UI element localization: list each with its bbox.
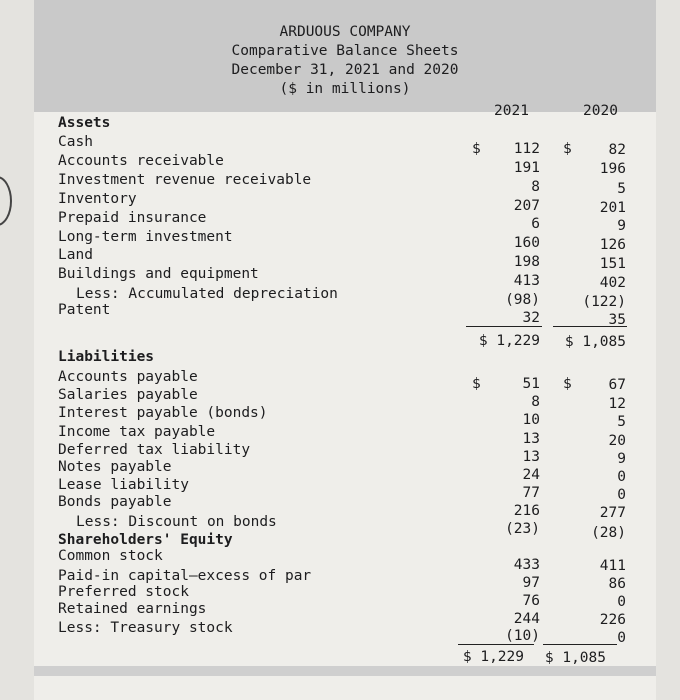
asset-value-2021: 8 [531,179,540,195]
asset-value-2020: 126 [599,237,626,253]
liability-value-2020: 277 [599,505,626,521]
asset-value-2021: (98) [505,292,540,308]
asset-value-2021: 112 [513,141,540,157]
asset-value-2020: 402 [599,275,626,291]
asset-label: Patent [58,302,111,318]
asset-value-2020: (122) [582,294,626,310]
currency-sign: $ [563,141,572,157]
liability-value-2020: 0 [617,487,626,503]
liability-value-2021: 13 [522,431,540,447]
asset-label: Investment revenue receivable [58,172,312,188]
asset-value-2021: 198 [513,254,540,270]
currency-sign: $ [472,141,481,157]
paper-curl [0,176,12,226]
assets-heading: Assets [58,115,111,131]
liability-value-2021: 10 [522,412,540,428]
asset-value-2020: 5 [617,181,626,197]
asset-value-2020: 9 [617,218,626,234]
equity-label: Retained earnings [58,601,207,617]
statement-unit: ($ in millions) [279,81,411,97]
currency-sign: $ [472,376,481,392]
equity-label: Less: Treasury stock [58,620,233,636]
liability-label: Notes payable [58,459,172,475]
asset-value-2020: 201 [599,200,626,216]
total-liabilities-equity-2020: $ 1,085 [544,650,606,666]
liability-label: Less: Discount on bonds [76,514,277,530]
liability-value-2021: (23) [505,521,540,537]
asset-label: Accounts receivable [58,153,224,169]
liability-label: Interest payable (bonds) [58,405,268,421]
liability-value-2020: 12 [608,396,626,412]
liabilities-heading: Liabilities [58,349,155,365]
liability-label: Lease liability [58,477,189,493]
equity-value-2021: 76 [522,593,540,609]
liability-value-2020: 9 [617,451,626,467]
total-assets-2021: $ 1,229 [478,333,540,349]
statement-title: Comparative Balance Sheets [231,43,459,59]
liability-label: Income tax payable [58,424,216,440]
liability-value-2021: 24 [522,467,540,483]
equity-value-2020: 226 [599,612,626,628]
equity-subtotal-rule-2020 [543,644,617,645]
asset-value-2021: 191 [513,160,540,176]
company-name: ARDUOUS COMPANY [279,24,411,40]
asset-value-2020: 196 [599,161,626,177]
asset-value-2021: 413 [513,273,540,289]
liability-value-2021: 216 [513,503,540,519]
asset-value-2020: 82 [608,142,626,158]
equity-value-2020: 0 [617,594,626,610]
equity-value-2020: 0 [617,630,626,646]
asset-value-2020: 35 [608,312,626,328]
asset-value-2020: 151 [599,256,626,272]
asset-label: Land [58,247,93,263]
subtotal-rule-2021 [466,326,542,327]
column-header-2020: 2020 [583,103,618,119]
asset-value-2021: 160 [513,235,540,251]
equity-value-2020: 411 [599,558,626,574]
equity-heading: Shareholders' Equity [58,532,233,548]
footer-band [34,666,656,676]
equity-value-2021: 97 [522,575,540,591]
asset-value-2021: 207 [513,198,540,214]
liability-value-2020: 20 [608,433,626,449]
liability-label: Deferred tax liability [58,442,251,458]
asset-label: Prepaid insurance [58,210,207,226]
equity-value-2020: 86 [608,576,626,592]
liability-label: Bonds payable [58,494,172,510]
asset-label: Long-term investment [58,229,233,245]
equity-value-2021: 433 [513,557,540,573]
liability-label: Salaries payable [58,387,198,403]
column-header-2021: 2021 [494,103,529,119]
liability-value-2021: 13 [522,449,540,465]
total-assets-2020: $ 1,085 [564,334,626,350]
equity-label: Common stock [58,548,163,564]
liability-value-2020: 67 [608,377,626,393]
equity-label: Paid-in capital—excess of par [58,568,312,584]
equity-value-2021: (10) [505,628,540,644]
asset-value-2021: 32 [522,310,540,326]
statement-date: December 31, 2021 and 2020 [231,62,459,78]
liability-value-2020: (28) [591,525,626,541]
equity-value-2021: 244 [513,611,540,627]
equity-label: Preferred stock [58,584,189,600]
liability-value-2021: 8 [531,394,540,410]
equity-subtotal-rule-2021 [458,644,534,645]
asset-label: Less: Accumulated depreciation [76,286,338,302]
liability-value-2021: 51 [522,376,540,392]
asset-label: Cash [58,134,93,150]
subtotal-rule-2020 [553,326,627,327]
liability-label: Accounts payable [58,369,198,385]
asset-label: Buildings and equipment [58,266,259,282]
liability-value-2020: 5 [617,414,626,430]
total-liabilities-equity-2021: $ 1,229 [462,649,524,665]
liability-value-2020: 0 [617,469,626,485]
liability-value-2021: 77 [522,485,540,501]
asset-label: Inventory [58,191,137,207]
currency-sign: $ [563,376,572,392]
asset-value-2021: 6 [531,216,540,232]
